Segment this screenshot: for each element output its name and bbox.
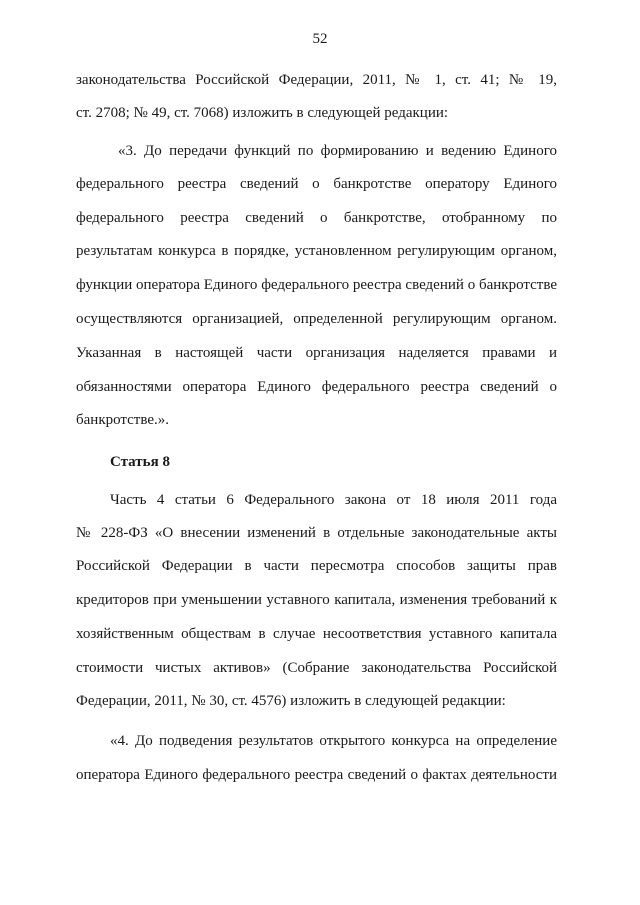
text-line: федерального реестра сведений о банкротстве оператору Единого bbox=[76, 176, 557, 192]
text-line: оператора Единого федерального реестра сведений о фактах деятельности bbox=[76, 767, 557, 783]
text-line: Российской Федерации в части пересмотра способов защиты прав bbox=[76, 558, 557, 574]
article-heading: Статья 8 bbox=[110, 454, 170, 470]
text-line: № 228-ФЗ «О внесении изменений в отдельные законодательные акты bbox=[76, 525, 557, 541]
text-line: Часть 4 статьи 6 Федерального закона от 18 июля 2011 года bbox=[110, 492, 557, 508]
text-line: законодательства Российской Федерации, 2011, № 1, ст. 41; № 19, bbox=[76, 72, 557, 88]
text-line: кредиторов при уменьшении уставного капитала, изменения требований к bbox=[76, 592, 557, 608]
text-line: федерального реестра сведений о банкротстве, отобранному по bbox=[76, 210, 557, 226]
text-line: стоимости чистых активов» (Собрание законодательства Российской bbox=[76, 660, 557, 676]
text-line: хозяйственным обществам в случае несоответствия уставного капитала bbox=[76, 626, 557, 642]
text-line: результатам конкурса в порядке, установленном регулирующим органом, bbox=[76, 243, 557, 259]
page-number: 52 bbox=[312, 31, 328, 47]
text-line: обязанностями оператора Единого федерального реестра сведений о bbox=[76, 379, 557, 395]
text-line: осуществляются организацией, определенной регулирующим органом. bbox=[76, 311, 557, 327]
text-line: «3. До передачи функций по формированию и ведению Единого bbox=[118, 143, 557, 159]
text-line: банкротстве.». bbox=[76, 412, 170, 428]
text-line: Указанная в настоящей части организация наделяется правами и bbox=[76, 345, 557, 361]
text-line: функции оператора Единого федерального реестра сведений о банкротстве bbox=[76, 277, 557, 293]
text-line: Федерации, 2011, № 30, ст. 4576) изложить в следующей редакции: bbox=[76, 693, 506, 709]
text-line: «4. До подведения результатов открытого конкурса на определение bbox=[110, 733, 557, 749]
text-line: ст. 2708; № 49, ст. 7068) изложить в следующей редакции: bbox=[76, 105, 449, 121]
